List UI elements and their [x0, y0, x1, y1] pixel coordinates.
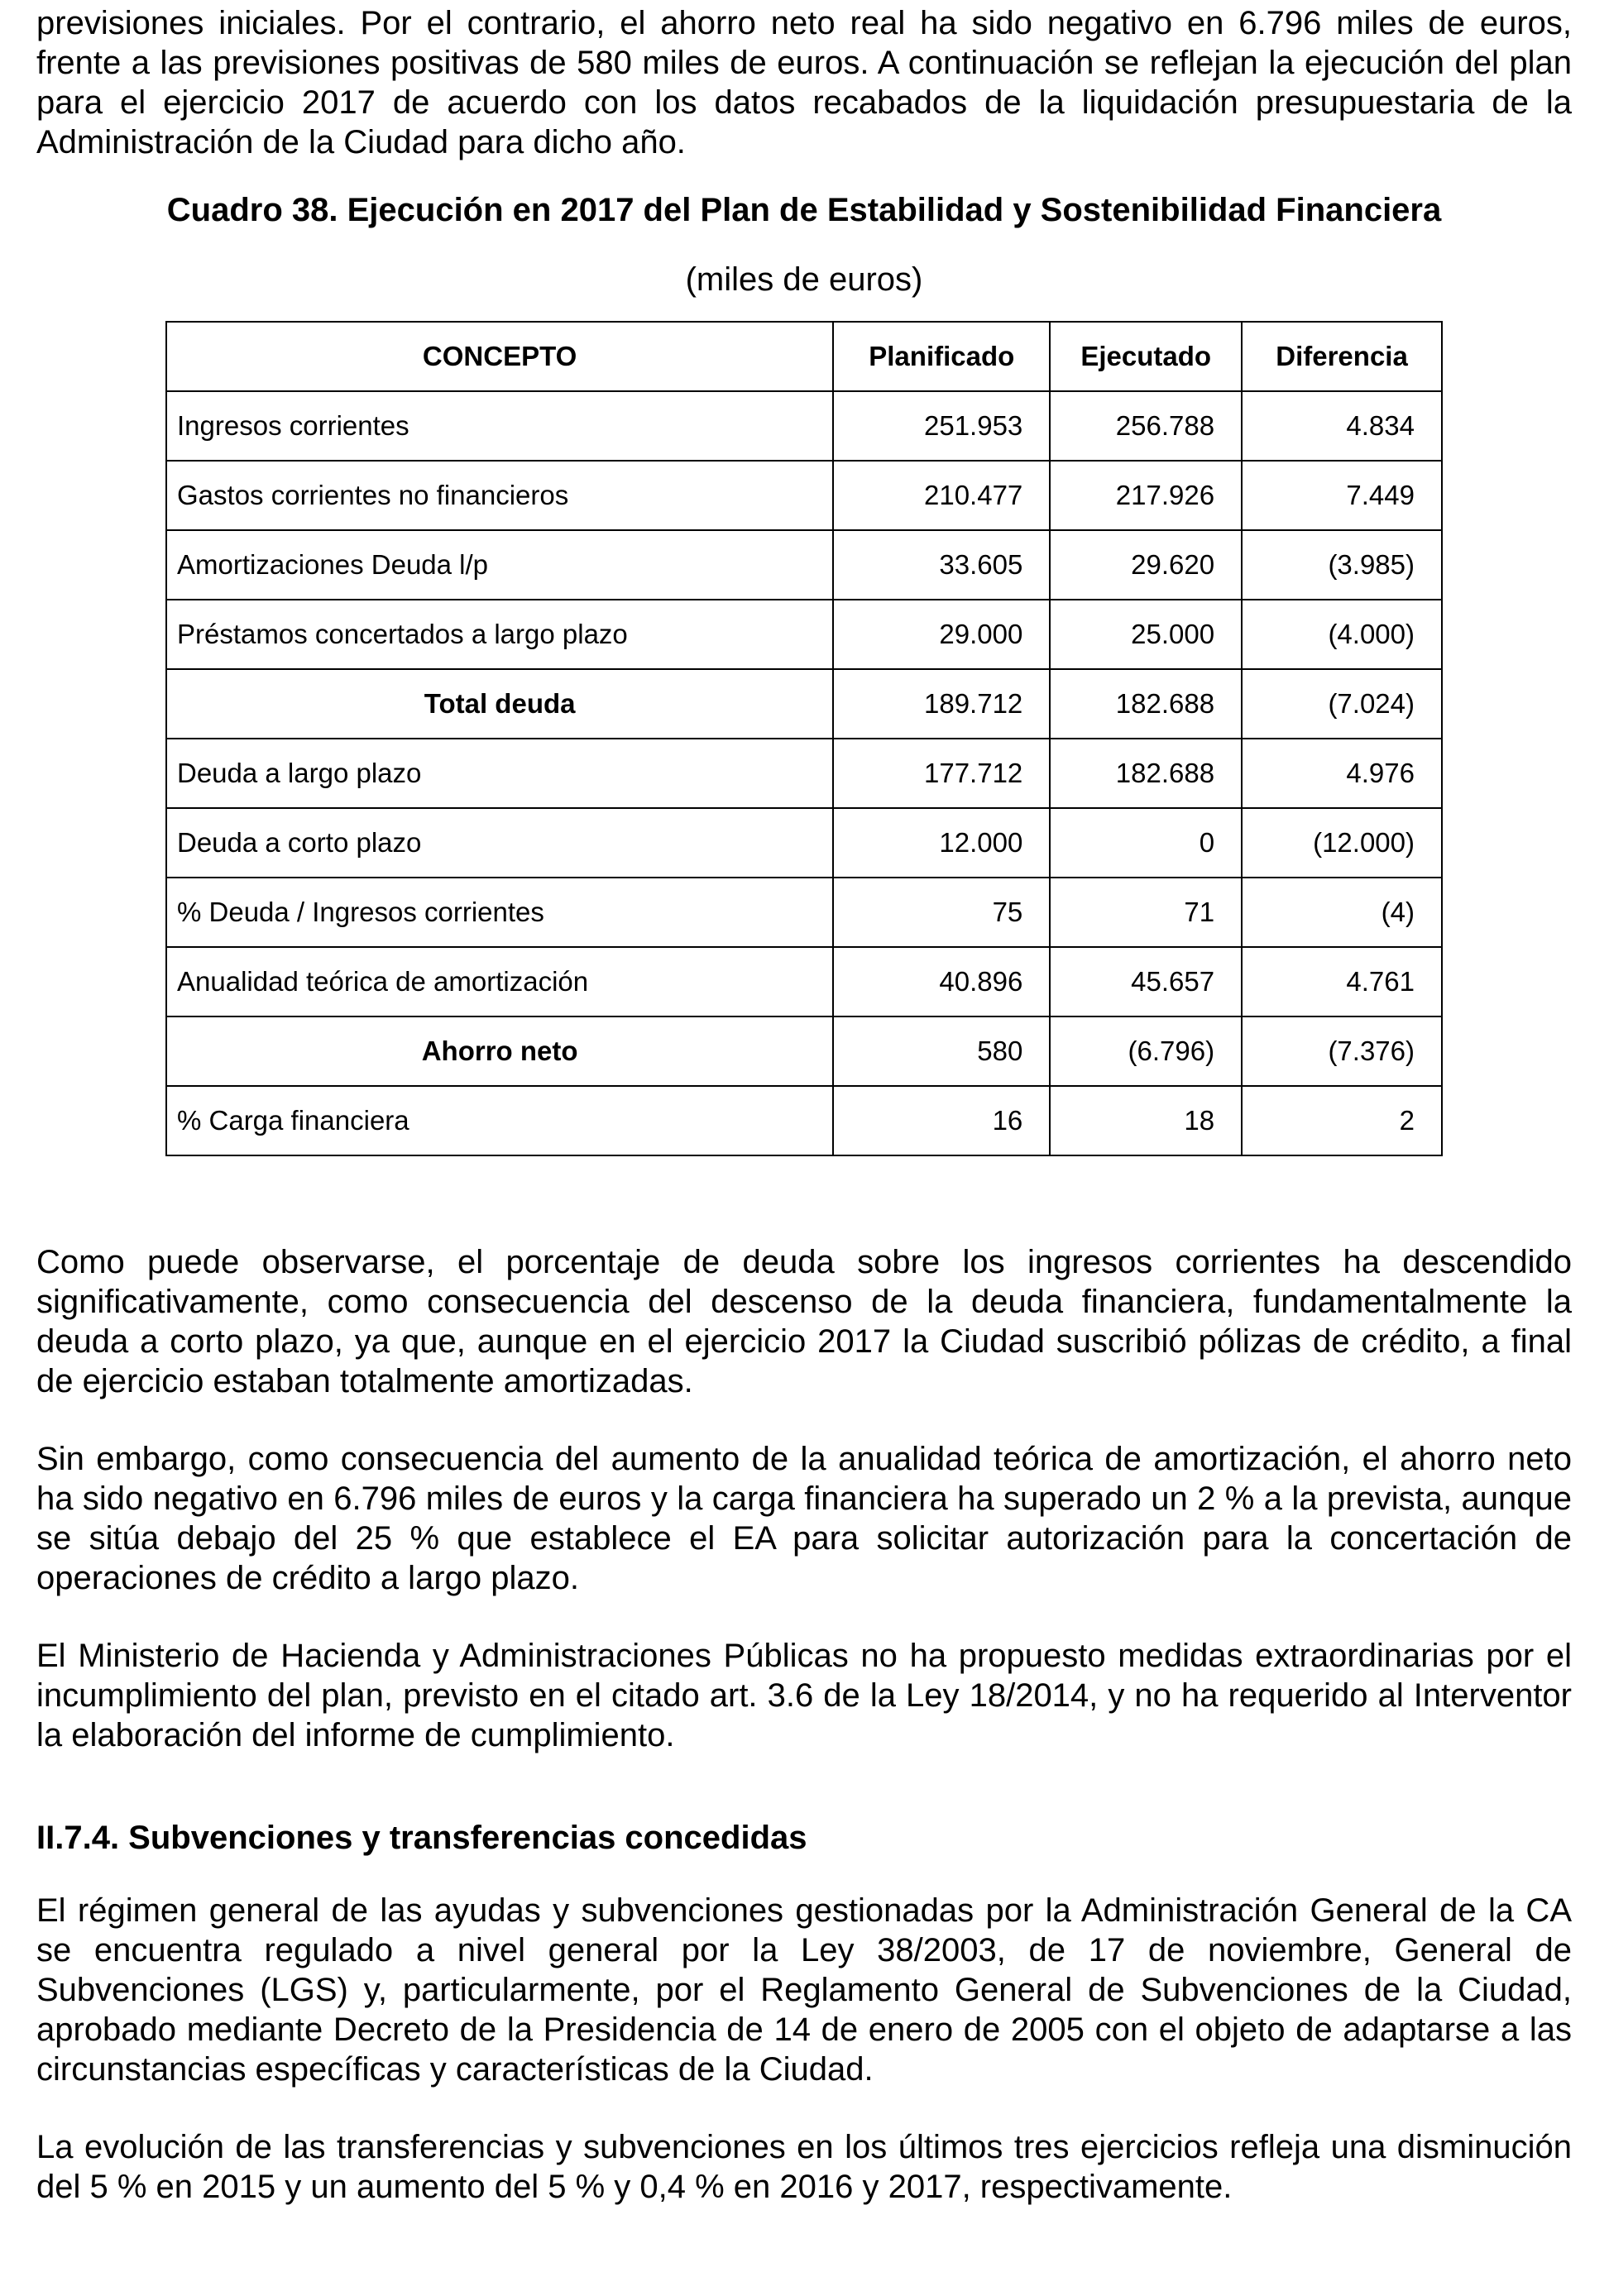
cell-ejecutado: 25.000: [1050, 600, 1242, 669]
cell-diferencia: 4.834: [1242, 391, 1442, 461]
section-paragraph: La evolución de las transferencias y subvenciones en los últimos tres ejercicios refleja una disminución del 5 % en 2015 y un aumento del 5 % y 0,4 % en 2016 y 2017, respectivamente.: [36, 2129, 1572, 2205]
cell-diferencia: (7.024): [1242, 669, 1442, 739]
cell-ejecutado: 71: [1050, 878, 1242, 947]
cell-ejecutado: (6.796): [1050, 1016, 1242, 1086]
body-paragraph: Como puede observarse, el porcentaje de deuda sobre los ingresos corrientes ha descendido significativamente, como consecuencia del descenso de la deuda financiera, fundamentalmente la deuda a corto plazo, ya que, aunque en el ejercicio 2017 la Ciudad suscribió pólizas de crédito, a final de ejercicio estaban totalmente amortizadas.: [36, 1244, 1572, 1399]
table-row: [166, 739, 1442, 808]
table-row: [166, 391, 1442, 461]
table-row: [166, 600, 1442, 669]
table-row: [166, 878, 1442, 947]
cell-planificado: 29.000: [833, 600, 1050, 669]
header-planificado: Planificado: [833, 322, 1050, 391]
cell-ejecutado: 182.688: [1050, 739, 1242, 808]
cell-diferencia: 2: [1242, 1086, 1442, 1155]
body-paragraph: El Ministerio de Hacienda y Administraciones Públicas no ha propuesto medidas extraordinarias por el incumplimiento del plan, previsto en el citado art. 3.6 de la Ley 18/2014, y no ha requerido al Interventor la elaboración del informe de cumplimiento.: [36, 1638, 1572, 1753]
document-page: [36, 3, 1572, 2245]
cell-concept: Deuda a corto plazo: [166, 808, 833, 878]
table-caption: Cuadro 38. Ejecución en 2017 del Plan de Estabilidad y Sostenibilidad Financiera: [166, 192, 1442, 228]
cell-diferencia: 4.761: [1242, 947, 1442, 1016]
cell-concept: Préstamos concertados a largo plazo: [166, 600, 833, 669]
cell-diferencia: (7.376): [1242, 1016, 1442, 1086]
table-header-row: [166, 322, 1442, 391]
cell-diferencia: (12.000): [1242, 808, 1442, 878]
cell-ejecutado: 217.926: [1050, 461, 1242, 530]
cell-planificado: 40.896: [833, 947, 1050, 1016]
cell-ejecutado: 182.688: [1050, 669, 1242, 739]
cell-planificado: 12.000: [833, 808, 1050, 878]
cell-concept: Ahorro neto: [166, 1016, 833, 1086]
body-paragraph: Sin embargo, como consecuencia del aumento de la anualidad teórica de amortización, el ahorro neto ha sido negativo en 6.796 miles de euros y la carga financiera ha superado un 2 % a la prevista, aunque se sitúa debajo del 25 % que establece el EA para solicitar autorización para la concertación de operaciones de crédito a largo plazo.: [36, 1441, 1572, 1596]
cell-diferencia: (4.000): [1242, 600, 1442, 669]
cell-concept: % Carga financiera: [166, 1086, 833, 1155]
cell-ejecutado: 0: [1050, 808, 1242, 878]
cell-planificado: 210.477: [833, 461, 1050, 530]
header-concepto: CONCEPTO: [166, 322, 833, 391]
cell-concept: % Deuda / Ingresos corrientes: [166, 878, 833, 947]
cell-concept: Gastos corrientes no financieros: [166, 461, 833, 530]
table-row: [166, 530, 1442, 600]
table-row: [166, 947, 1442, 1016]
cell-ejecutado: 29.620: [1050, 530, 1242, 600]
section-paragraph: El régimen general de las ayudas y subvenciones gestionadas por la Administración General de la CA se encuentra regulado a nivel general por la Ley 38/2003, de 17 de noviembre, General de Subvenciones (LGS) y, particularmente, por el Reglamento General de Subvenciones de la Ciudad, aprobado mediante Decreto de la Presidencia de 14 de enero de 2005 con el objeto de adaptarse a las circunstancias específicas y características de la Ciudad.: [36, 1892, 1572, 2088]
cell-ejecutado: 18: [1050, 1086, 1242, 1155]
intro-paragraph: previsiones iniciales. Por el contrario, el ahorro neto real ha sido negativo en 6.796 miles de euros, frente a las previsiones positivas de 580 miles de euros. A continuación se reflejan la ejecución del plan para el ejercicio 2017 de acuerdo con los datos recabados de la liquidación presupuestaria de la Administración de la Ciudad para dicho año.: [36, 5, 1572, 160]
cell-ejecutado: 45.657: [1050, 947, 1242, 1016]
cell-planificado: 580: [833, 1016, 1050, 1086]
table-row: [166, 808, 1442, 878]
table-row-total-deuda: [166, 669, 1442, 739]
cell-concept: Deuda a largo plazo: [166, 739, 833, 808]
cell-diferencia: 7.449: [1242, 461, 1442, 530]
table-units: (miles de euros): [685, 261, 923, 298]
cell-concept: Amortizaciones Deuda l/p: [166, 530, 833, 600]
header-diferencia: Diferencia: [1242, 322, 1442, 391]
table-row-ahorro-neto: [166, 1016, 1442, 1086]
cell-planificado: 251.953: [833, 391, 1050, 461]
cell-ejecutado: 256.788: [1050, 391, 1242, 461]
cell-diferencia: (3.985): [1242, 530, 1442, 600]
cell-concept: Ingresos corrientes: [166, 391, 833, 461]
cell-diferencia: 4.976: [1242, 739, 1442, 808]
header-ejecutado: Ejecutado: [1050, 322, 1242, 391]
cell-concept: Anualidad teórica de amortización: [166, 947, 833, 1016]
cell-planificado: 177.712: [833, 739, 1050, 808]
stability-plan-table: [165, 321, 1443, 1156]
table-row: [166, 1086, 1442, 1155]
cell-planificado: 189.712: [833, 669, 1050, 739]
cell-diferencia: (4): [1242, 878, 1442, 947]
table-row: [166, 461, 1442, 530]
cell-planificado: 33.605: [833, 530, 1050, 600]
section-heading: II.7.4. Subvenciones y transferencias concedidas: [36, 1820, 807, 1856]
cell-planificado: 16: [833, 1086, 1050, 1155]
cell-planificado: 75: [833, 878, 1050, 947]
cell-concept: Total deuda: [166, 669, 833, 739]
